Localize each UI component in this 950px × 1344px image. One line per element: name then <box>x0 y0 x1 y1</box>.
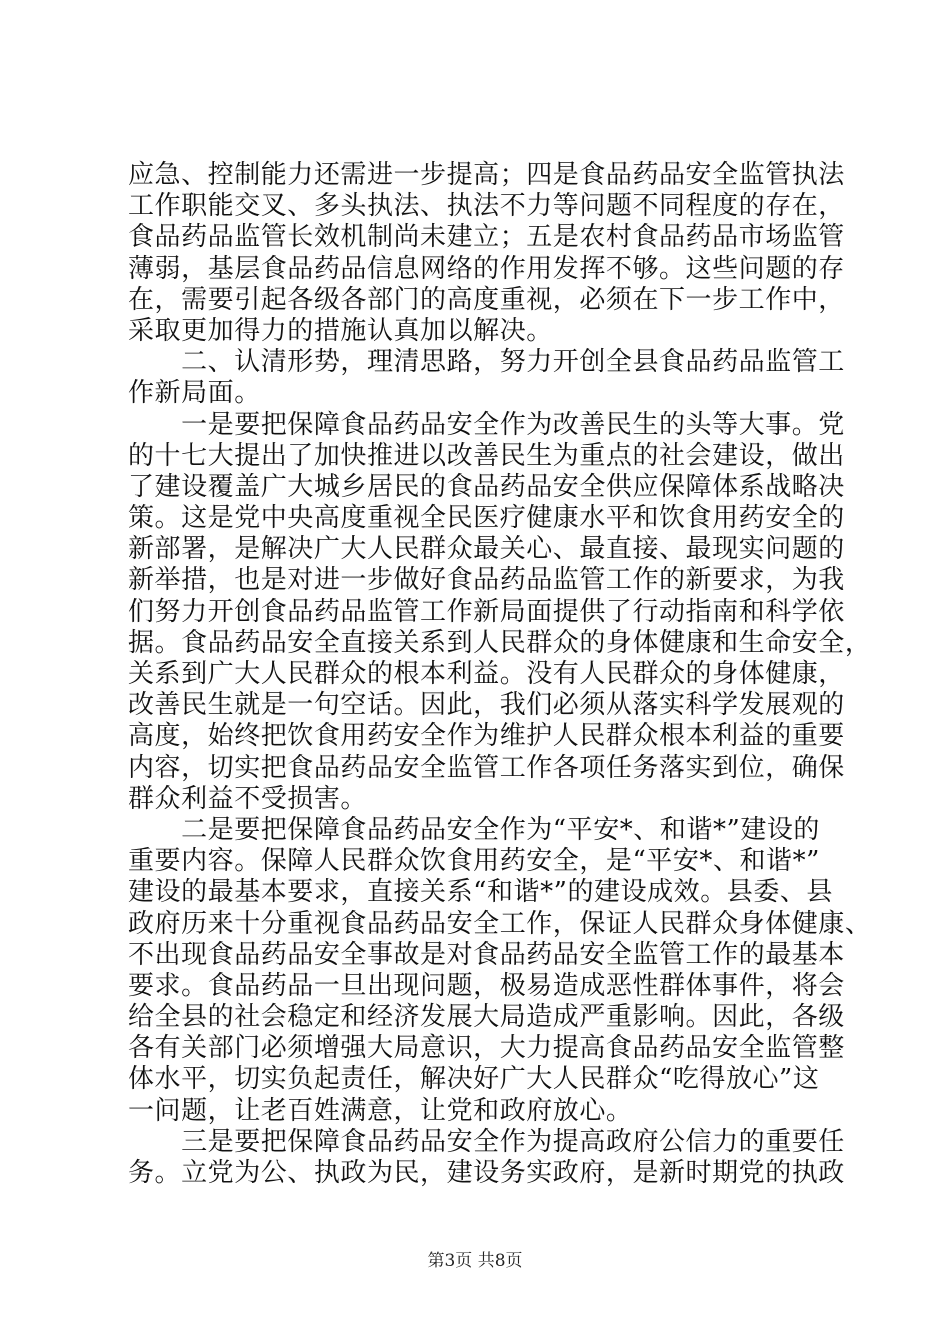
text-line: 新部署，是解决广大人民群众最关心、最直接、最现实问题的 <box>128 534 845 565</box>
text-line: 了建设覆盖广大城乡居民的食品药品安全供应保障体系战略决 <box>128 471 845 502</box>
text-line: 工作职能交叉、多头执法、执法不力等问题不同程度的存在， <box>128 191 845 222</box>
text-line: 改善民生就是一句空话。因此，我们必须从落实科学发展观的 <box>128 690 845 721</box>
text-line: 要求。食品药品一旦出现问题，极易造成恶性群体事件，将会 <box>128 970 845 1001</box>
text-line: 应急、控制能力还需进一步提高；四是食品药品安全监管执法 <box>128 160 845 190</box>
text-line: 体水平，切实负起责任，解决好广大人民群众“吃得放心”这 <box>128 1064 820 1095</box>
text-line: 内容，切实把食品药品安全监管工作各项任务落实到位，确保 <box>128 752 845 783</box>
text-line: 各有关部门必须增强大局意识，大力提高食品药品安全监管整 <box>128 1033 845 1064</box>
text-line: 薄弱，基层食品药品信息网络的作用发挥不够。这些问题的存 <box>128 253 845 284</box>
text-line: 不出现食品药品安全事故是对食品药品安全监管工作的最基本 <box>128 939 845 970</box>
text-line: 一问题，让老百姓满意，让党和政府放心。 <box>128 1095 633 1126</box>
text-line: 政府历来十分重视食品药品安全工作，保证人民群众身体健康、 <box>128 908 872 939</box>
text-line: 重要内容。保障人民群众饮食用药安全，是“平安*、和谐*” <box>128 846 820 877</box>
text-line: 食品药品监管长效机制尚未建立；五是农村食品药品市场监管 <box>128 222 845 253</box>
text-line: 们努力开创食品药品监管工作新局面提供了行动指南和科学依 <box>128 596 845 627</box>
text-line: 据。食品药品安全直接关系到人民群众的身体健康和生命安全， <box>128 627 872 658</box>
text-line: 务。立党为公、执政为民，建设务实政府，是新时期党的执政 <box>128 1158 845 1188</box>
document-body <box>128 160 872 1189</box>
text-line: 二、认清形势，理清思路，努力开创全县食品药品监管工 <box>128 347 845 378</box>
text-line: 关系到广大人民群众的根本利益。没有人民群众的身体健康， <box>128 659 845 689</box>
text-line: 的十七大提出了加快推进以改善民生为重点的社会建设，做出 <box>128 440 845 471</box>
page-footer: 第3页 共8页 <box>427 1251 523 1271</box>
text-line: 群众利益不受损害。 <box>128 783 367 814</box>
text-line: 二是要把保障食品药品安全作为“平安*、和谐*”建设的 <box>128 814 820 845</box>
text-line: 建设的最基本要求，直接关系“和谐*”的建设成效。县委、县 <box>128 877 833 908</box>
text-line: 采取更加得力的措施认真加以解决。 <box>128 315 553 346</box>
text-line: 给全县的社会稳定和经济发展大局造成严重影响。因此，各级 <box>128 1002 845 1033</box>
text-line: 新举措，也是对进一步做好食品药品监管工作的新要求，为我 <box>128 565 845 596</box>
text-line: 高度，始终把饮食用药安全作为维护人民群众根本利益的重要 <box>128 721 845 752</box>
text-line: 三是要把保障食品药品安全作为提高政府公信力的重要任 <box>128 1126 845 1157</box>
text-line: 一是要把保障食品药品安全作为改善民生的头等大事。党 <box>128 409 845 440</box>
text-line: 策。这是党中央高度重视全民医疗健康水平和饮食用药安全的 <box>128 503 845 534</box>
text-line: 作新局面。 <box>128 378 261 409</box>
text-line: 在，需要引起各级各部门的高度重视，必须在下一步工作中， <box>128 284 845 315</box>
